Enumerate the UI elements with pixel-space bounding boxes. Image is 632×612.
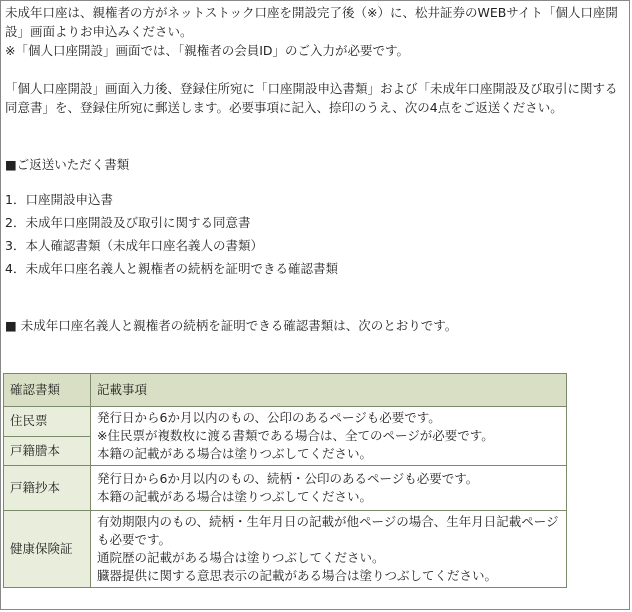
table-row bbox=[4, 511, 567, 588]
spacer bbox=[5, 174, 623, 188]
return-documents-list bbox=[5, 188, 623, 280]
detail-line: 発行日から6か月以内のもの、続柄・公印のあるページも必要です。 bbox=[97, 471, 479, 486]
row-label-juminhyo: 住民票 bbox=[4, 407, 91, 437]
row-details-juminhyo bbox=[91, 407, 567, 466]
list-item: 4．未成年口座名義人と親権者の続柄を証明できる確認書類 bbox=[5, 261, 338, 276]
detail-line: 通院歴の記載がある場合は塗りつぶしてください。 bbox=[97, 550, 385, 565]
intro-line-2: ※「個人口座開設」画面では、「親権者の会員ID」のご入力が必要です。 bbox=[5, 43, 410, 58]
detail-line: ※住民票が複数枚に渡る書類である場合は、全てのページが必要です。 bbox=[97, 428, 494, 443]
content-area bbox=[5, 3, 623, 335]
detail-line: 本籍の記載がある場合は塗りつぶしてください。 bbox=[97, 489, 373, 504]
detail-line: 本籍の記載がある場合は塗りつぶしてください。 bbox=[97, 446, 373, 461]
spacer bbox=[5, 280, 623, 316]
table-header-row bbox=[4, 374, 567, 407]
intro-line-1: 未成年口座は、親権者の方がネットストック口座を開設完了後（※）に、松井証券のWEBサイト「個人口座開設」画面よりお申込みください。 bbox=[5, 5, 618, 39]
list-item: 3．本人確認書類（未成年口座名義人の書類） bbox=[5, 238, 263, 253]
table-row bbox=[4, 407, 567, 437]
row-label-koseki-tohon: 戸籍謄本 bbox=[4, 436, 91, 466]
intro-paragraph bbox=[5, 3, 623, 60]
detail-line: 臓器提供に関する意思表示の記載がある場合は塗りつぶしてください。 bbox=[97, 568, 498, 583]
certificate-table bbox=[3, 373, 567, 588]
row-details-health-insurance bbox=[91, 511, 567, 588]
row-details-koseki-shohon bbox=[91, 466, 567, 511]
column-header-document: 確認書類 bbox=[4, 374, 91, 407]
certificate-heading: ■ 未成年口座名義人と親権者の続柄を証明できる確認書類は、次のとおりです。 bbox=[5, 318, 458, 333]
detail-line: 発行日から6か月以内のもの、公印のあるページも必要です。 bbox=[97, 410, 441, 425]
spacer bbox=[5, 60, 623, 79]
detail-line: 有効期限内のもの、続柄・生年月日の記載が他ページの場合、生年月日記載ページも必要です。 bbox=[97, 514, 559, 547]
spacer bbox=[5, 117, 623, 155]
list-item: 1．口座開設申込書 bbox=[5, 192, 113, 207]
row-label-koseki-shohon: 戸籍抄本 bbox=[4, 466, 91, 511]
column-header-details: 記載事項 bbox=[91, 374, 567, 407]
list-item: 2．未成年口座開設及び取引に関する同意書 bbox=[5, 215, 251, 230]
table-row bbox=[4, 466, 567, 511]
row-label-health-insurance: 健康保険証 bbox=[4, 511, 91, 588]
mailing-paragraph: 「個人口座開設」画面入力後、登録住所宛に「口座開設申込書類」および「未成年口座開設及び取引に関する同意書」を、登録住所宛に郵送します。必要事項に記入、捺印のうえ、次の4点をご返送ください。 bbox=[5, 81, 618, 115]
return-documents-heading: ■ご返送いただく書類 bbox=[5, 157, 130, 172]
